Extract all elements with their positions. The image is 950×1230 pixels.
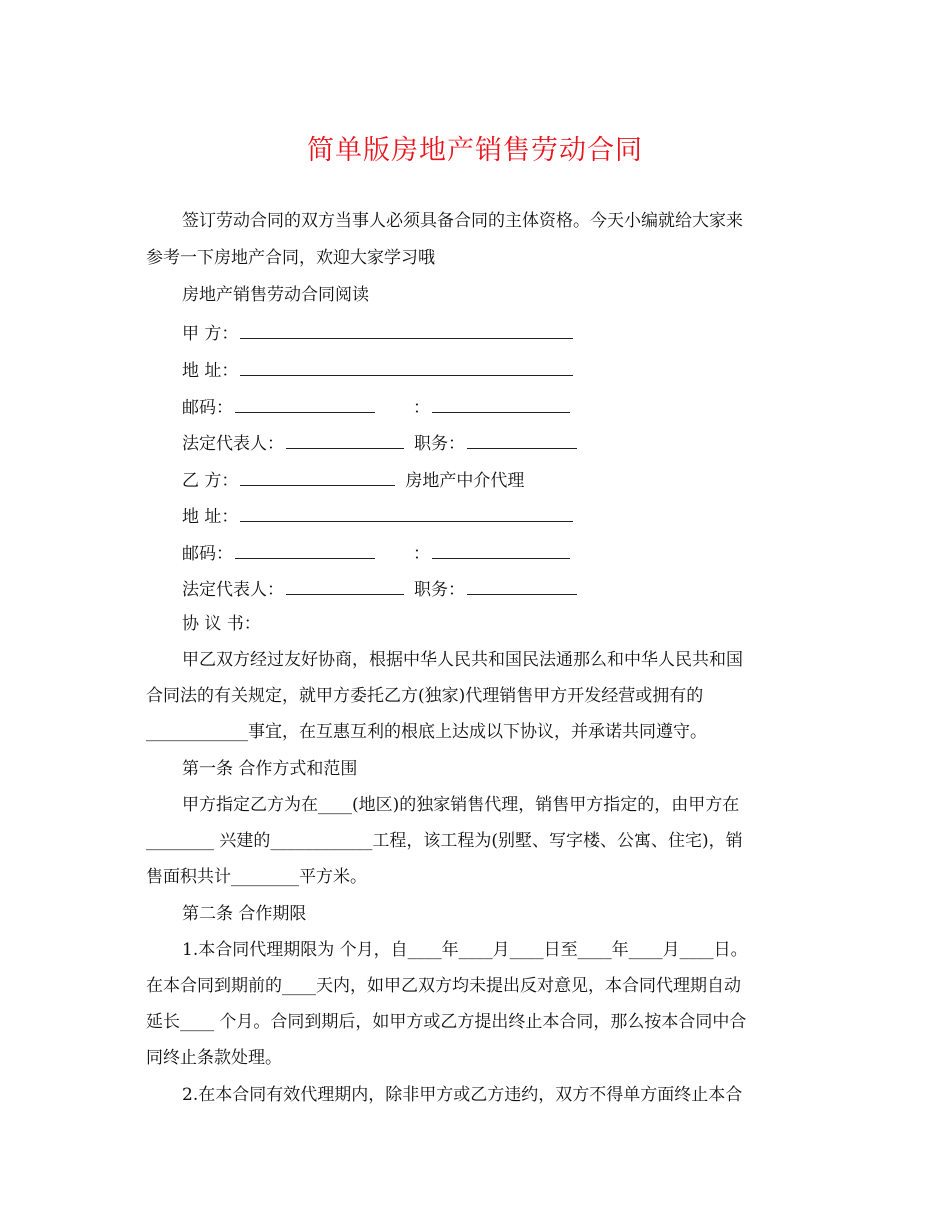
article-1-heading: 第一条 合作方式和范围 bbox=[182, 759, 358, 779]
agreement-label: 协 议 书： bbox=[182, 614, 261, 634]
article-2-line-5: 2.在本合同有效代理期内，除非甲方或乙方违约，双方不得单方面终止本合 bbox=[182, 1085, 743, 1105]
article-1-line-1: 甲方指定乙方为在____(地区)的独家销售代理，销售甲方指定的，由甲方在 bbox=[182, 795, 740, 815]
article-1-line-2: ________ 兴建的____________工程，该工程为(别墅、写字楼、公寓、住宅)，销 bbox=[146, 831, 743, 851]
party-a-address-label: 地 址： bbox=[182, 361, 239, 381]
party-b-suffix: 房地产中介代理 bbox=[405, 471, 525, 491]
party-a-rep-row bbox=[182, 430, 579, 456]
party-b-address-label: 地 址： bbox=[182, 507, 239, 527]
article-2-line-2: 在本合同到期前的____天内，如甲乙双方均未提出反对意见，本合同代理期自动 bbox=[146, 976, 741, 996]
party-a-postcode-row bbox=[182, 394, 572, 420]
article-1-line-3: 售面积共计________平方米。 bbox=[146, 867, 367, 887]
intro-line-1: 签订劳动合同的双方当事人必须具备合同的主体资格。今天小编就给大家来 bbox=[182, 211, 743, 231]
party-a-position-label: 职务： bbox=[414, 434, 465, 454]
party-b-label: 乙 方： bbox=[182, 471, 239, 491]
party-a-colon: ： bbox=[413, 398, 430, 418]
party-b-row bbox=[182, 467, 524, 493]
party-b-address-blank bbox=[240, 503, 573, 522]
party-b-position-blank bbox=[467, 576, 577, 595]
intro-line-2: 参考一下房地产合同，欢迎大家学习哦 bbox=[146, 248, 435, 268]
party-b-rep-row bbox=[182, 576, 579, 602]
party-a-extra-blank bbox=[432, 394, 570, 413]
party-a-address-blank bbox=[240, 357, 573, 376]
party-a-rep-blank bbox=[286, 430, 404, 449]
document-title: 简单版房地产销售劳动合同 bbox=[307, 135, 643, 166]
party-a-postcode-blank bbox=[235, 394, 375, 413]
party-a-position-blank bbox=[467, 430, 577, 449]
party-b-blank bbox=[240, 467, 395, 486]
party-b-position-label: 职务： bbox=[414, 580, 465, 600]
party-a-label: 甲 方： bbox=[182, 324, 239, 344]
party-b-rep-blank bbox=[286, 576, 404, 595]
party-a-rep-label: 法定代表人： bbox=[182, 434, 284, 454]
party-b-postcode-row bbox=[182, 540, 572, 566]
article-2-line-4: 同终止条款处理。 bbox=[146, 1048, 282, 1068]
party-b-colon: ： bbox=[413, 544, 430, 564]
subtitle: 房地产销售劳动合同阅读 bbox=[182, 285, 369, 305]
party-b-extra-blank bbox=[432, 540, 570, 559]
party-a-postcode-label: 邮码： bbox=[182, 398, 233, 418]
party-b-postcode-label: 邮码： bbox=[182, 544, 233, 564]
agreement-line-3: ____________事宜，在互惠互利的根底上达成以下协议，并承诺共同遵守。 bbox=[146, 722, 707, 742]
party-a-blank bbox=[240, 320, 573, 339]
article-2-line-1: 1.本合同代理期限为 个月，自____年____月____日至____年____月____日。 bbox=[182, 940, 748, 960]
party-b-postcode-blank bbox=[235, 540, 375, 559]
party-a-row bbox=[182, 320, 575, 346]
article-2-heading: 第二条 合作期限 bbox=[182, 904, 307, 924]
party-b-address-row bbox=[182, 503, 575, 529]
agreement-line-1: 甲乙双方经过友好协商，根据中华人民共和国民法通那么和中华人民共和国 bbox=[182, 650, 743, 670]
party-b-rep-label: 法定代表人： bbox=[182, 580, 284, 600]
agreement-line-2: 合同法的有关规定，就甲方委托乙方(独家)代理销售甲方开发经营或拥有的 bbox=[146, 686, 704, 706]
party-a-address-row bbox=[182, 357, 575, 383]
article-2-line-3: 延长____ 个月。合同到期后，如甲方或乙方提出终止本合同，那么按本合同中合 bbox=[146, 1012, 747, 1032]
